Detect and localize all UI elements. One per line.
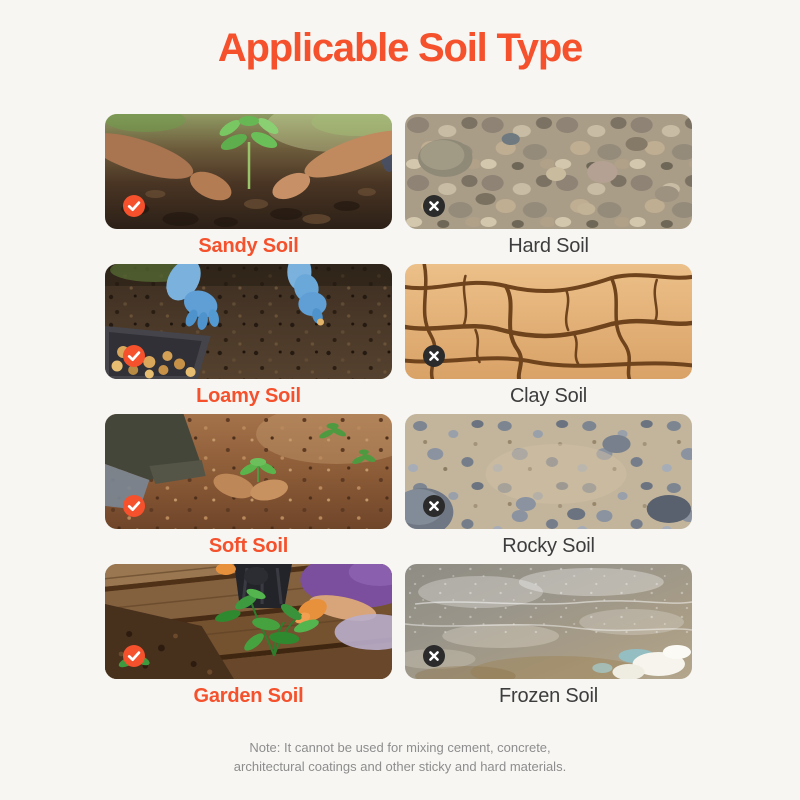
x-icon xyxy=(423,345,445,367)
garden-soil-illustration xyxy=(105,564,392,679)
soil-label: Sandy Soil xyxy=(198,235,299,257)
clay-soil-photo xyxy=(405,264,692,379)
soil-grid xyxy=(105,114,692,714)
clay-soil-illustration xyxy=(405,264,692,379)
soil-card-frozen xyxy=(405,564,692,714)
sandy-soil-photo xyxy=(105,114,392,229)
sandy-soil-illustration xyxy=(105,114,392,229)
rocky-soil-photo xyxy=(405,414,692,529)
x-icon xyxy=(423,195,445,217)
soil-card-sandy xyxy=(105,114,392,264)
soft-soil-photo xyxy=(105,414,392,529)
frozen-soil-illustration xyxy=(405,564,692,679)
soil-card-hard xyxy=(405,114,692,264)
page-title: Applicable Soil Type xyxy=(217,26,583,70)
check-icon xyxy=(123,645,145,667)
check-icon xyxy=(123,495,145,517)
soil-card-loamy xyxy=(105,264,392,414)
garden-soil-photo xyxy=(105,564,392,679)
note-text xyxy=(0,739,800,777)
rocky-soil-illustration xyxy=(405,414,692,529)
soil-label: Hard Soil xyxy=(508,235,589,257)
soil-label: Loamy Soil xyxy=(196,385,301,407)
loamy-soil-illustration xyxy=(105,264,392,379)
frozen-soil-photo xyxy=(405,564,692,679)
check-icon xyxy=(123,345,145,367)
soil-label: Soft Soil xyxy=(208,535,289,557)
soil-label: Clay Soil xyxy=(509,385,588,407)
note-line-2: architectural coatings and other sticky and hard materials. xyxy=(233,758,567,774)
soil-card-clay xyxy=(405,264,692,414)
soil-card-rocky xyxy=(405,414,692,564)
check-icon xyxy=(123,195,145,217)
x-icon xyxy=(423,495,445,517)
soil-label: Rocky Soil xyxy=(502,535,595,557)
hard-soil-photo xyxy=(405,114,692,229)
soil-label: Frozen Soil xyxy=(499,685,598,707)
soil-label: Garden Soil xyxy=(193,685,304,707)
note-line-1: Note: It cannot be used for mixing cement, concrete, xyxy=(249,740,551,755)
x-icon xyxy=(423,645,445,667)
soil-card-soft xyxy=(105,414,392,564)
loamy-soil-photo xyxy=(105,264,392,379)
hard-soil-illustration xyxy=(405,114,692,229)
soil-card-garden xyxy=(105,564,392,714)
soft-soil-illustration xyxy=(105,414,392,529)
